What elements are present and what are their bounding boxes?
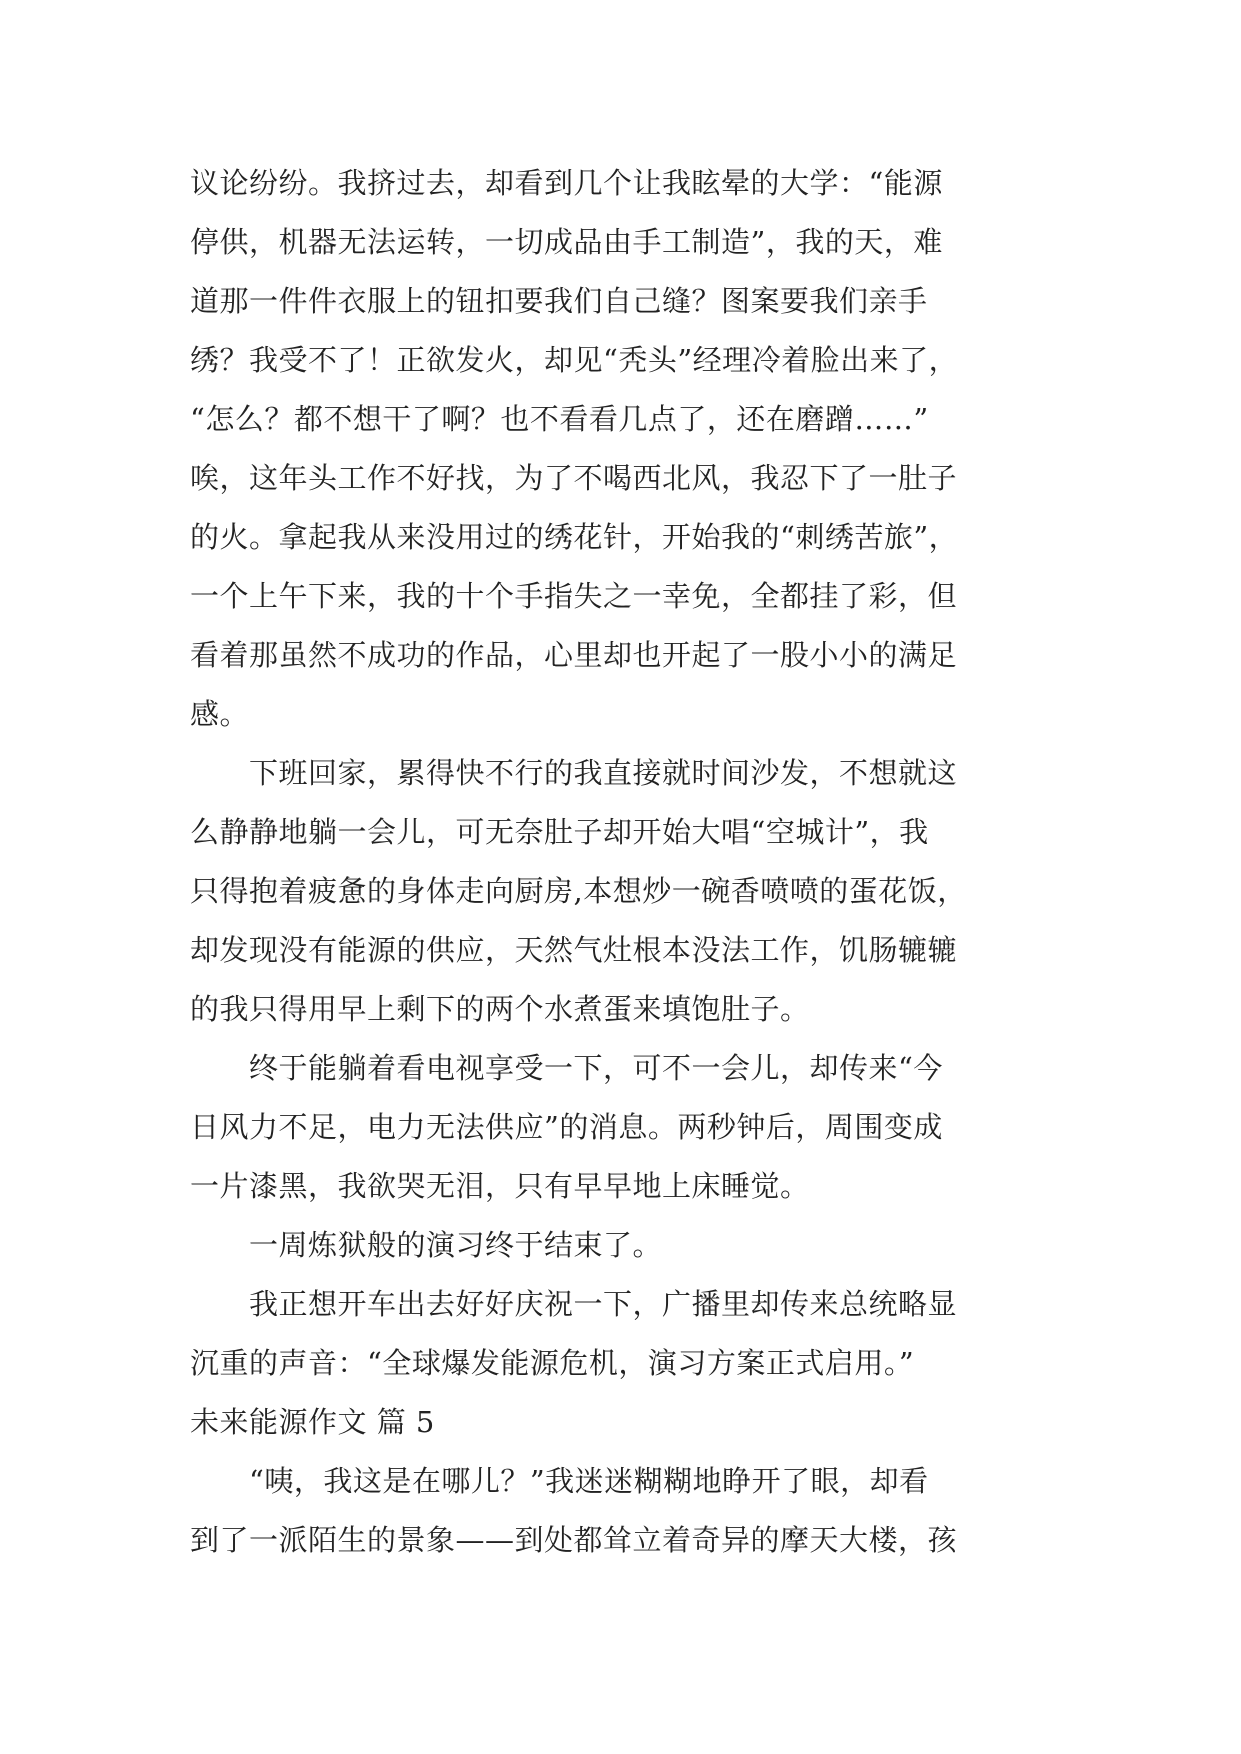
text-line: 唉，这年头工作不好找，为了不喝西北风，我忍下了一肚子 <box>190 461 958 495</box>
text-line: 停供，机器无法运转，一切成品由手工制造”，我的天，难 <box>190 225 943 259</box>
text-line: 感。 <box>190 697 250 731</box>
text-line: 道那一件件衣服上的钮扣要我们自己缝？图案要我们亲手 <box>190 284 928 318</box>
text-line: 一周炼狱般的演习终于结束了。 <box>190 1228 663 1262</box>
text-line: “咦，我这是在哪儿？”我迷迷糊糊地睁开了眼，却看 <box>190 1464 929 1498</box>
text-line: 下班回家，累得快不行的我直接就时间沙发，不想就这 <box>190 756 958 790</box>
section-heading: 未来能源作文 篇 5 <box>190 1405 435 1439</box>
text-line: 我正想开车出去好好庆祝一下，广播里却传来总统略显 <box>190 1287 958 1321</box>
text-line: 却发现没有能源的供应，天然气灶根本没法工作，饥肠辘辘 <box>190 933 958 967</box>
text-line: 议论纷纷。我挤过去，却看到几个让我眩晕的大学：“能源 <box>190 166 943 200</box>
text-line: 绣？我受不了！正欲发火，却见“秃头”经理冷着脸出来了， <box>190 343 959 377</box>
text-line: 的火。拿起我从来没用过的绣花针，开始我的“刺绣苦旅”， <box>190 520 959 554</box>
text-line: 一个上午下来，我的十个手指失之一幸免，全都挂了彩，但 <box>190 579 958 613</box>
text-line: 沉重的声音：“全球爆发能源危机，演习方案正式启用。” <box>190 1346 915 1380</box>
text-line: 一片漆黑，我欲哭无泪，只有早早地上床睡觉。 <box>190 1169 810 1203</box>
text-line: 日风力不足，电力无法供应”的消息。两秒钟后，周围变成 <box>190 1110 943 1144</box>
document-body <box>190 154 1070 1570</box>
text-line: 终于能躺着看电视享受一下，可不一会儿，却传来“今 <box>190 1051 943 1085</box>
text-line: 么静静地躺一会儿，可无奈肚子却开始大唱“空城计”，我 <box>190 815 929 849</box>
text-line: 看着那虽然不成功的作品，心里却也开起了一股小小的满足 <box>190 638 958 672</box>
text-line: “怎么？都不想干了啊？也不看看几点了，还在磨蹭……” <box>190 402 929 436</box>
text-line: 的我只得用早上剩下的两个水煮蛋来填饱肚子。 <box>190 992 810 1026</box>
text-line: 只得抱着疲惫的身体走向厨房,本想炒一碗香喷喷的蛋花饭， <box>190 874 967 908</box>
text-line: 到了一派陌生的景象——到处都耸立着奇异的摩天大楼，孩 <box>190 1523 958 1557</box>
